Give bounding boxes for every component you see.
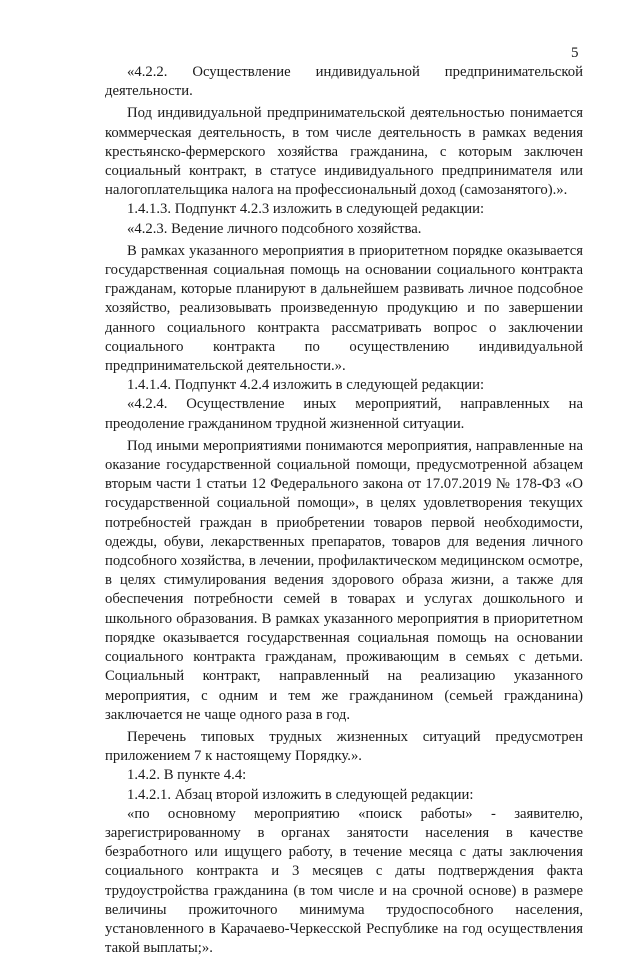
paragraph-4-2-2-heading: «4.2.2. Осуществление индивидуальной предпринимательской деятельности.: [105, 64, 583, 100]
paragraph-subsidiary-farming: В рамках указанного мероприятия в приоритетном порядке оказывается государственная социальная помощь на основании социального контракта гражданам, которые планируют в дальнейшем развивать личное подсобное хозяйство, реализовывать произведенную продукцию и по завершении данного социального контракта рассматривать вопрос о заключении социального контракта по осуществлению индивидуальной предпринимательской деятельности.».: [105, 242, 583, 375]
paragraph-other-measures: Под иными мероприятиями понимаются мероприятия, направленные на оказание государственной социальной помощи, предусмотренной абзацем вторым части 1 статьи 12 Федерального закона от 17.07.2019 № 178-ФЗ «О государственной социальной помощи», в целях удовлетворения текущих потребностей граждан в приобретении товаров первой необходимости, одежды, обуви, лекарственных препаратов, товаров для ведения личного подсобного хозяйства, в лечении, профилактическом медицинском осмотре, в целях стимулирования ведения здорового образа жизни, а также для обеспечения потребности семей в товарах и услугах дошкольного и школьного образования. В рамках указанного мероприятия в приоритетном порядке оказывается государственная социальная помощь на основании социального контракта гражданам, проживающим в семьях с детьми. Социальный контракт, направленный на реализацию указанного мероприятия, с одним и тем же гражданином (семьей гражданина) заключается не чаще одного раза в год.: [105, 437, 583, 723]
paragraph-4-2-3-heading: «4.2.3. Ведение личного подсобного хозяйства.: [127, 220, 422, 237]
paragraph-typical-situations: Перечень типовых трудных жизненных ситуаций предусмотрен приложением 7 к настоящему Порядку.».: [105, 728, 583, 765]
paragraph-job-search: «по основному мероприятию «поиск работы» - заявителю, зарегистрированному в органах занятости населения в качестве безработного или ищущего работу, в течение месяца с даты заключения социального контракта и 3 месяцев с даты подтверждения факта трудоустройства гражданина (в том числе и на срочной основе) в размере величины прожиточного минимума трудоспособного населения, установленного в Карачаево-Черкесской Республике на год осуществления такой выплаты;».: [105, 805, 583, 957]
page-number: 5: [571, 45, 579, 61]
paragraph-1-4-1-3: 1.4.1.3. Подпункт 4.2.3 изложить в следующей редакции:: [127, 201, 485, 218]
document-body: [105, 63, 583, 958]
paragraph-entrepreneurship-definition: Под индивидуальной предпринимательской деятельностью понимается коммерческая деятельность, в том числе деятельность в рамках ведения крестьянско-фермерского хозяйства гражданина, с которым заключен социальный контракт, в статусе индивидуального предпринимателя или налогоплательщика налога на профессиональный доход (самозанятого).».: [105, 105, 583, 199]
paragraph-1-4-2: 1.4.2. В пункте 4.4:: [127, 767, 247, 784]
paragraph-1-4-2-1: 1.4.2.1. Абзац второй изложить в следующей редакции:: [127, 786, 474, 803]
paragraph-1-4-1-4: 1.4.1.4. Подпункт 4.2.4 изложить в следующей редакции:: [127, 377, 485, 394]
paragraph-4-2-4-heading: «4.2.4. Осуществление иных мероприятий, направленных на преодоление гражданином трудной жизненной ситуации.: [105, 396, 583, 432]
